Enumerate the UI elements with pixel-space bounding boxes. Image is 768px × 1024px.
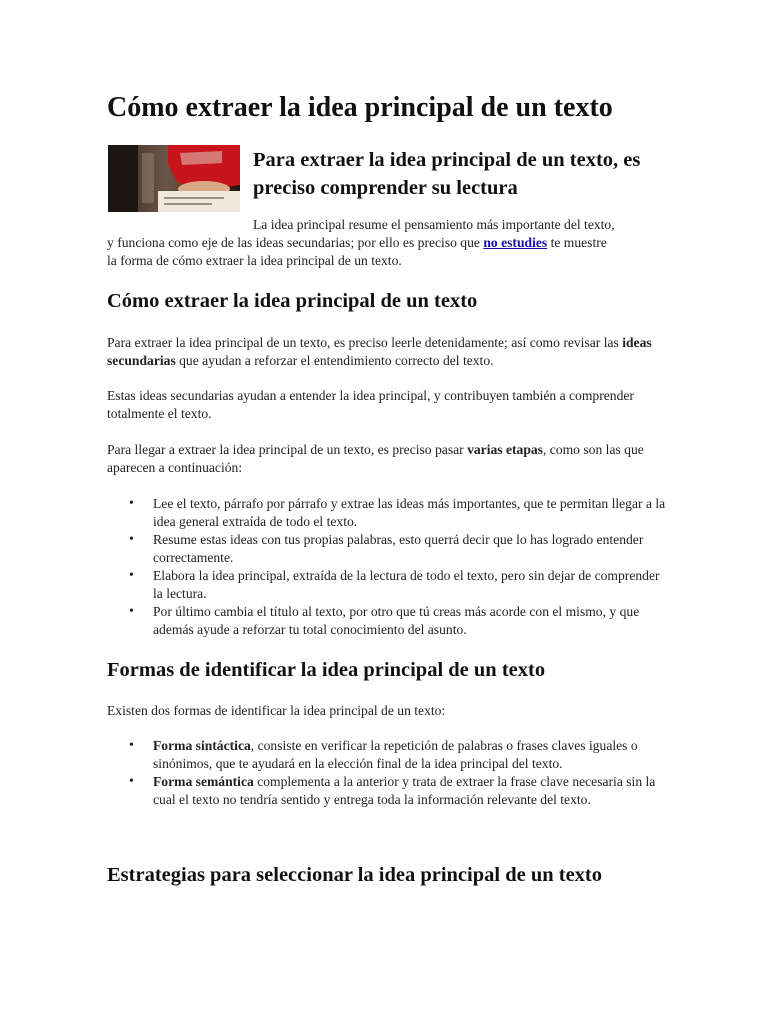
article-thumbnail-image xyxy=(108,145,240,212)
lead-heading: Para extraer la idea principal de un texto, es preciso comprender su lectura xyxy=(253,149,641,199)
no-estudies-link[interactable]: no estudies xyxy=(483,235,548,250)
intro-line-2b: te muestre xyxy=(547,235,607,250)
section-heading-extraer: Cómo extraer la idea principal de un texto xyxy=(107,290,478,312)
list-item: • Elabora la idea principal, extraída de la lectura de todo el texto, pero sin dejar de comprender la lectura. xyxy=(107,567,667,603)
intro-line-1: La idea principal resume el pensamiento más importante del texto, xyxy=(253,217,615,232)
section-heading-formas: Formas de identificar la idea principal de un texto xyxy=(107,659,546,681)
text-span: , consiste en verificar la repetición de palabras o frases claves iguales o sinónimos, que te ayudará en la elección final de la idea principal del texto. xyxy=(153,738,638,771)
forma-semantica-bold: Forma semántica xyxy=(153,774,254,789)
intro-paragraph xyxy=(107,216,667,270)
text-span: que ayudan a reforzar el entendimiento correcto del texto. xyxy=(175,353,494,368)
varias-etapas-bold: varias etapas xyxy=(467,442,543,457)
list-item: • Resume estas ideas con tus propias palabras, esto querrá decir que lo has logrado entender correctamente. xyxy=(107,531,667,567)
intro-line-3: la forma de cómo extraer la idea principal de un texto. xyxy=(107,253,402,268)
section1-paragraph-1 xyxy=(107,334,667,370)
student-reading-photo xyxy=(108,145,240,212)
section1-paragraph-2: Estas ideas secundarias ayudan a entender la idea principal, y contribuyen también a comprender totalmente el texto. xyxy=(107,388,634,421)
text-span: , como son las que aparecen a continuación: xyxy=(107,442,644,475)
list-item: • Lee el texto, párrafo por párrafo y extrae las ideas más importantes, que te permitan llegar a la idea general extraída de todo el texto. xyxy=(107,495,667,531)
list-item xyxy=(107,737,667,773)
list-item: • Por último cambia el título al texto, por otro que tú creas más acorde con el mismo, y que además ayude a reforzar tu total conocimiento del asunto. xyxy=(107,603,667,639)
forma-sintactica-bold: Forma sintáctica xyxy=(153,738,251,753)
text-span: complementa a la anterior y trata de extraer la frase clave necesaria sin la cual el texto no tendría sentido y entrega toda la información relevante del texto. xyxy=(153,774,656,807)
list-item xyxy=(107,773,667,809)
section2-paragraph-1: Existen dos formas de identificar la idea principal de un texto: xyxy=(107,703,446,718)
section-heading-estrategias: Estrategias para seleccionar la idea principal de un texto xyxy=(107,864,603,886)
forms-list xyxy=(107,737,667,809)
ideas-secundarias-bold: ideas secundarias xyxy=(107,335,652,368)
section1-paragraph-3 xyxy=(107,441,667,477)
page-title: Cómo extraer la idea principal de un texto xyxy=(107,92,613,123)
intro-line-2a: y funciona como eje de las ideas secundarias; por ello es preciso que xyxy=(107,235,484,250)
text-span: Para extraer la idea principal de un texto, es preciso leerle detenidamente; así como revisar las xyxy=(107,335,623,350)
text-span: Para llegar a extraer la idea principal de un texto, es preciso pasar xyxy=(107,442,468,457)
steps-list xyxy=(107,495,667,639)
